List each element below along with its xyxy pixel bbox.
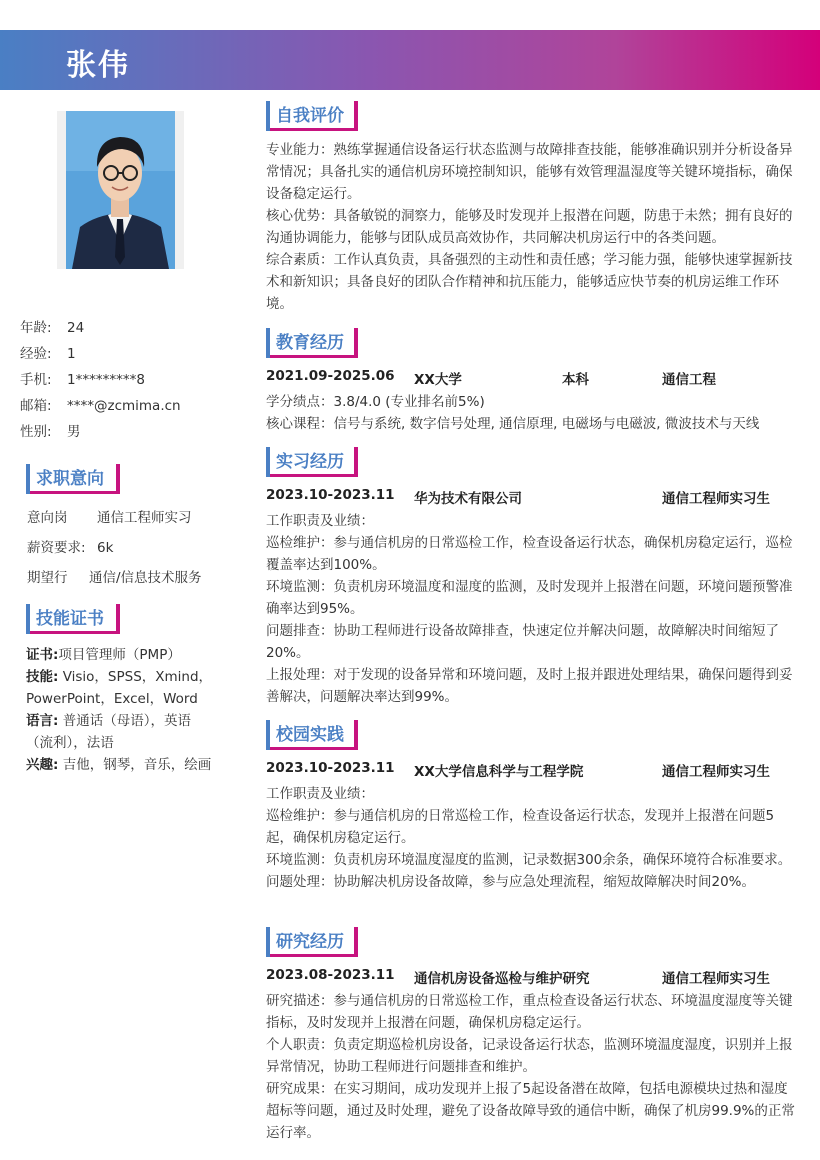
self-eval-paragraph: 专业能力：熟练掌握通信设备运行状态监测与故障排查技能，能够准确识别并分析设备异常情况；具备扎实的通信机房环境控制知识，能够有效管理温湿度等关键环境指标，确保设备稳定运行。	[266, 142, 793, 202]
internship-org: 华为技术有限公司	[414, 491, 522, 507]
campus-line: 巡检维护：参与通信机房的日常巡检工作，检查设备运行状态，发现并上报潜在问题5起，确保机房稳定运行。	[266, 808, 775, 846]
internship-line: 上报处理：对于发现的设备异常和环境问题，及时上报并跟进处理结果，确保问题得到妥善解决，问题解决率达到99%。	[266, 667, 793, 705]
education-period: 2021.09-2025.06	[266, 368, 395, 384]
info-label: 手机:	[20, 372, 52, 388]
research-role: 通信工程师实习生	[662, 971, 770, 987]
section-title: 教育经历	[276, 333, 344, 353]
campus-line: 问题处理：协助解决机房设备故障，参与应急处理流程，缩短故障解决时间20%。	[266, 874, 756, 890]
research-body	[266, 990, 796, 1144]
section-title: 求职意向	[36, 469, 104, 489]
info-label: 邮箱:	[20, 398, 52, 414]
info-label: 性别:	[20, 424, 52, 440]
education-line: 学分绩点：3.8/4.0 (专业排名前5%)	[266, 394, 485, 410]
research-period: 2023.08-2023.11	[266, 967, 395, 983]
job-intent-label: 意向岗	[27, 510, 68, 526]
info-email	[20, 396, 181, 416]
job-intent-value: 通信/信息技术服务	[89, 570, 202, 586]
section-self-eval	[266, 101, 358, 131]
profile-photo	[66, 111, 175, 269]
info-value: ****@zcmima.cn	[67, 398, 181, 414]
skill-item: 技能: Visio，SPSS，Xmind，PowerPoint，Excel，Word	[26, 669, 213, 707]
education-line: 核心课程：信号与系统, 数字信号处理, 通信原理, 电磁场与电磁波, 微波技术与天线	[266, 416, 760, 432]
internship-line: 工作职责及业绩：	[266, 513, 374, 529]
job-intent-value: 通信工程师实习	[97, 510, 192, 526]
campus-org: XX大学信息科学与工程学院	[414, 764, 584, 780]
section-title: 自我评价	[276, 106, 344, 126]
education-major: 通信工程	[662, 372, 716, 388]
section-research	[266, 927, 358, 957]
info-value: 1	[67, 346, 76, 362]
internship-role: 通信工程师实习生	[662, 491, 770, 507]
info-experience	[20, 344, 76, 364]
job-intent-value: 6k	[97, 540, 114, 556]
info-phone	[20, 370, 145, 390]
job-intent-label: 期望行	[27, 570, 68, 586]
research-header-row	[266, 967, 796, 987]
self-eval-paragraph: 综合素质：工作认真负责，具备强烈的主动性和责任感；学习能力强，能够快速掌握新技术和新知识；具备良好的团队合作精神和抗压能力，能够适应快节奏的机房运维工作环境。	[266, 252, 793, 312]
info-age	[20, 318, 84, 338]
internship-line: 问题排查：协助工程师进行设备故障排查，快速定位并解决问题，故障解决时间缩短了20%。	[266, 623, 779, 661]
section-internship	[266, 447, 358, 477]
info-value: 1*********8	[67, 372, 145, 388]
candidate-name: 张伟	[66, 48, 130, 83]
internship-body	[266, 510, 796, 708]
internship-line: 环境监测：负责机房环境温度和湿度的监测，及时发现并上报潜在问题，环境问题预警准确率达到95%。	[266, 579, 793, 617]
education-header-row	[266, 368, 796, 388]
job-intent-label: 薪资要求:	[27, 540, 86, 556]
section-job-intent	[26, 464, 120, 494]
info-value: 24	[67, 320, 85, 336]
internship-line: 巡检维护：参与通信机房的日常巡检工作，检查设备运行状态，确保机房稳定运行，巡检覆盖率达到100%。	[266, 535, 793, 573]
self-eval-body	[266, 139, 796, 315]
info-value: 男	[67, 424, 81, 440]
campus-header-row	[266, 760, 796, 780]
internship-header-row	[266, 487, 796, 507]
research-line: 研究成果：在实习期间，成功发现并上报了5起设备潜在故障，包括电源模块过热和湿度超标等问题，通过及时处理，避免了设备故障导致的通信中断，确保了机房99.9%的正常运行率。	[266, 1081, 795, 1141]
research-org: 通信机房设备巡检与维护研究	[414, 971, 590, 987]
skill-item: 语言: 普通话（母语），英语（流利），法语	[26, 713, 191, 751]
campus-period: 2023.10-2023.11	[266, 760, 395, 776]
campus-role: 通信工程师实习生	[662, 764, 770, 780]
campus-line: 环境监测：负责机房环境温度湿度的监测，记录数据300余条，确保环境符合标准要求。	[266, 852, 792, 868]
research-line: 研究描述：参与通信机房的日常巡检工作，重点检查设备运行状态、环境温度湿度等关键指标，及时发现并上报潜在问题，确保机房稳定运行。	[266, 993, 793, 1031]
internship-period: 2023.10-2023.11	[266, 487, 395, 503]
skills-list	[26, 644, 216, 776]
header-band	[0, 30, 820, 90]
job-intent-salary	[27, 539, 113, 557]
section-title: 校园实践	[276, 725, 344, 745]
education-school: XX大学	[414, 372, 462, 388]
skill-item: 证书:项目管理师（PMP）	[26, 647, 181, 663]
info-label: 年龄:	[20, 320, 52, 336]
campus-body	[266, 783, 796, 893]
profile-photo-frame	[57, 111, 184, 269]
job-intent-industry	[27, 569, 202, 587]
section-title: 实习经历	[276, 452, 344, 472]
education-body	[266, 391, 796, 435]
campus-line: 工作职责及业绩：	[266, 786, 374, 802]
education-degree: 本科	[562, 372, 589, 388]
section-title: 研究经历	[276, 932, 344, 952]
section-campus	[266, 720, 358, 750]
skill-item: 兴趣: 吉他，钢琴，音乐，绘画	[26, 757, 212, 773]
job-intent-position	[27, 509, 192, 527]
info-gender	[20, 422, 81, 442]
section-education	[266, 328, 358, 358]
portrait-illustration	[66, 111, 175, 269]
section-skills	[26, 604, 120, 634]
self-eval-paragraph: 核心优势：具备敏锐的洞察力，能够及时发现并上报潜在问题，防患于未然；拥有良好的沟通协调能力，能够与团队成员高效协作，共同解决机房运行中的各类问题。	[266, 208, 793, 246]
research-line: 个人职责：负责定期巡检机房设备，记录设备运行状态，监测环境温度湿度，识别并上报异常情况，协助工程师进行问题排查和维护。	[266, 1037, 793, 1075]
section-title: 技能证书	[36, 609, 104, 629]
info-label: 经验:	[20, 346, 52, 362]
